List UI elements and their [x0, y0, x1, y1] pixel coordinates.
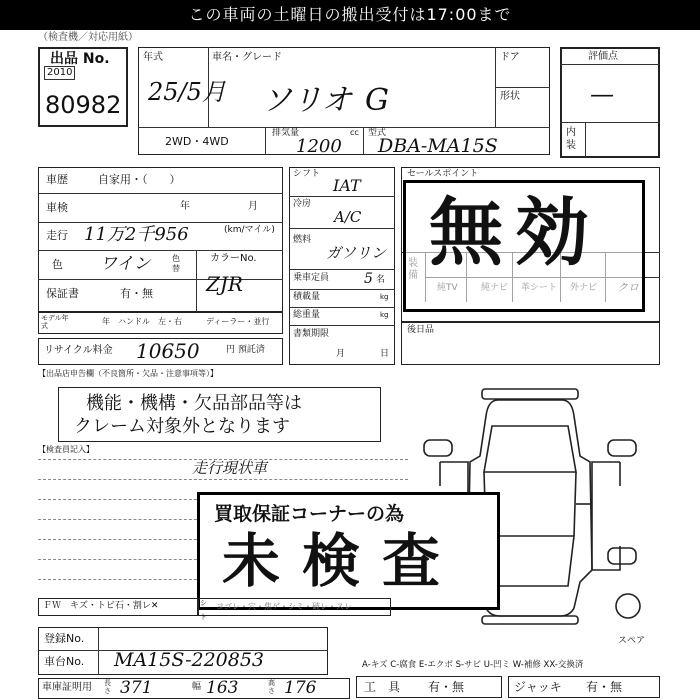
sales-label: セールスポイント — [407, 169, 479, 179]
shape-label: 形状 — [500, 91, 520, 102]
grade-value: G — [365, 83, 389, 118]
type-value: DBA-MA15S — [378, 135, 498, 157]
load-label: 積載量 — [293, 292, 321, 302]
load-unit: kg — [380, 293, 389, 301]
ac-value: A/C — [334, 208, 362, 226]
disclaimer-line2: クレーム対象外となります — [74, 416, 290, 437]
fuel-label: 燃料 — [293, 235, 312, 245]
color-change-label: 色替 — [172, 254, 180, 273]
warranty-label: 保証書 — [46, 287, 79, 300]
history-label: 車歴 — [46, 173, 68, 186]
recycle-unit: 円 預託済 — [226, 345, 265, 355]
door-label: ドア — [500, 52, 520, 63]
color-value: ワイン — [100, 254, 151, 274]
fw-label: ＦＷ キズ・トビ石・割レ✕ — [43, 601, 159, 611]
model-change-label: モデル年式 — [41, 314, 69, 330]
year-value: 25/5月 — [148, 78, 226, 106]
model-label: 車名・グレード — [212, 52, 282, 63]
type-label: 型式 — [368, 128, 387, 138]
tool-value: 有・無 — [428, 680, 465, 694]
void-stamp: 無効 — [429, 190, 601, 276]
header-note: （検査機／対応用紙） — [38, 32, 138, 43]
reg-number-label: 登録No. — [44, 632, 85, 645]
width-value: 163 — [206, 678, 239, 698]
handle-value: 年 ハンドル 左・右 — [102, 317, 182, 326]
color-code-value: ZJR — [206, 272, 243, 296]
mileage-label: 走行 — [46, 229, 68, 242]
lot-number: 80982 — [45, 91, 122, 119]
unverified-caption: 買取保証コーナーの為 — [214, 503, 405, 525]
inspector-note: 走行現状車 — [192, 459, 268, 477]
inspection-month: 月 — [248, 201, 258, 212]
height-label: 高さ — [268, 679, 275, 695]
color-label: 色 — [52, 258, 63, 271]
disclaimer-line1: 機能・機構・欠品部品等は — [86, 393, 302, 414]
chassis-label: 車台No. — [44, 655, 85, 668]
drive-label: 2WD・4WD — [165, 135, 229, 148]
doc-month: 月 — [336, 349, 346, 359]
jack-value: 有・無 — [586, 680, 623, 694]
shift-label: シフト — [293, 169, 321, 179]
capacity-value: 5 — [364, 271, 373, 287]
unverified-stamp: 未検査 — [222, 527, 463, 595]
recycle-label: リサイクル料金 — [44, 345, 113, 356]
color-code-label: カラーNo. — [210, 253, 257, 264]
tool-label: 工 具 — [364, 680, 401, 694]
score-label: 評価点 — [588, 51, 618, 62]
spare-label: スペア — [618, 636, 646, 646]
height-value: 176 — [284, 678, 317, 698]
gross-unit: kg — [380, 311, 389, 319]
mileage-value: 11万2千956 — [84, 224, 189, 245]
model-value: ソリオ — [262, 83, 352, 118]
score-value: — — [590, 80, 614, 108]
width-label: 幅 — [192, 682, 202, 692]
mileage-unit: (km/マイル) — [224, 225, 275, 235]
damage-legend: A-キズ C-腐食 E-エクボ S-サビ U-凹ミ W-補修 XX-交換済 — [362, 660, 584, 670]
doc-day: 日 — [380, 349, 390, 359]
inspection-year: 年 — [180, 201, 190, 212]
inspector-label: 【検査員記入】 — [38, 445, 94, 454]
displacement-value: 1200 — [296, 136, 342, 157]
seat-value: ヨゴレ・穴・焦ゲ・シミ・破レ・スレ — [216, 602, 352, 611]
displacement-unit: cc — [350, 128, 359, 137]
ac-label: 冷房 — [293, 199, 312, 209]
history-value: 自家用・（ ） — [98, 173, 181, 186]
doc-label: 書類期限 — [293, 329, 330, 339]
after-label: 後日品 — [407, 325, 435, 335]
lot-year-stamp: 2010 — [44, 66, 75, 80]
fuel-value: ガソリン — [326, 244, 387, 262]
length-label: 長さ — [104, 679, 111, 695]
recycle-value: 10650 — [136, 339, 200, 363]
inspection-label: 車検 — [46, 201, 68, 214]
displacement-label: 排気量 — [272, 128, 300, 138]
warranty-value: 有・無 — [120, 287, 153, 300]
seat-label: シート — [200, 599, 207, 621]
cert-label: 車庫証明用 — [42, 682, 92, 693]
length-value: 371 — [120, 678, 153, 698]
dealer-value: ディーラー・並行 — [206, 317, 270, 326]
notes-section-label: 【出品店申告欄（不良箇所・欠品・注意事項等）】 — [38, 369, 218, 378]
banner-notice: この車両の土曜日の搬出受付は17:00まで — [0, 0, 700, 30]
interior-label: 内装 — [566, 127, 576, 151]
gross-label: 総重量 — [293, 310, 321, 320]
jack-label: ジャッキ — [514, 680, 562, 694]
shift-value: IAT — [333, 176, 361, 195]
after-box — [401, 322, 660, 365]
chassis-value: MA15S-220853 — [114, 649, 265, 671]
capacity-unit: 名 — [376, 275, 386, 285]
capacity-label: 乗車定員 — [293, 273, 330, 283]
year-label: 年式 — [143, 52, 163, 63]
lot-label: 出品 No. — [50, 51, 110, 67]
